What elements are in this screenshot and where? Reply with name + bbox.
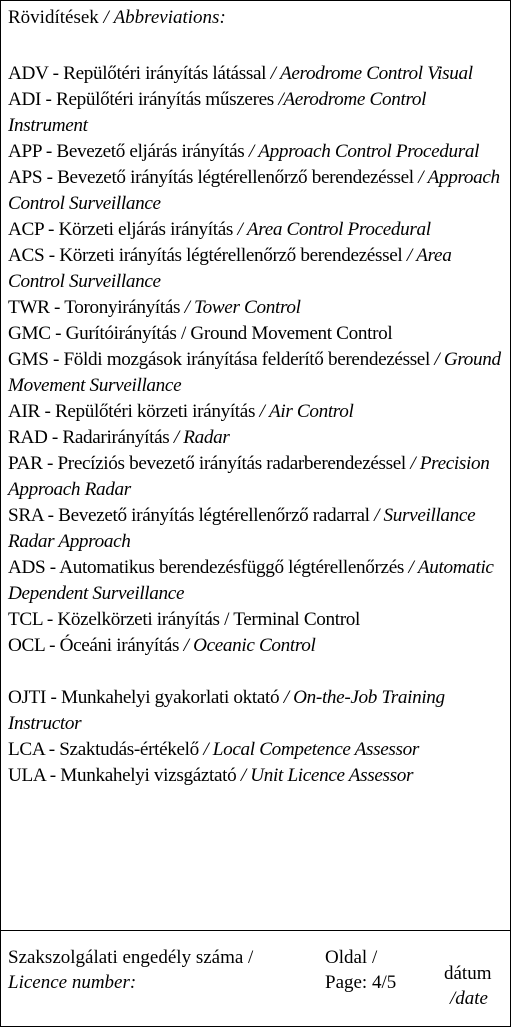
- date-field: [444, 961, 492, 1011]
- abbreviation-list-roles: [8, 685, 506, 789]
- abbreviations-heading: Rövidítések / Abbreviations:: [8, 7, 226, 28]
- page-indicator: [325, 945, 396, 995]
- heading-hu: Rövidítések: [8, 7, 99, 28]
- abbreviation-entry: AIR - Repülőtéri körzeti irányítás / Air Control: [8, 401, 354, 422]
- page-label-hu: Oldal /: [325, 947, 378, 968]
- abbreviation-entry: ULA - Munkahelyi vizsgáztató / Unit Licence Assessor: [8, 765, 414, 786]
- heading-en: Abbreviations:: [113, 7, 226, 28]
- abbreviation-entry: OJTI - Munkahelyi gyakorlati oktató / On-the-Job Training Instructor: [8, 687, 445, 734]
- abbreviation-entry: ACP - Körzeti eljárás irányítás / Area Control Procedural: [8, 219, 431, 240]
- abbreviation-entry: ADV - Repülőtéri irányítás látással / Aerodrome Control Visual: [8, 63, 473, 84]
- abbreviation-entry: ACS - Körzeti irányítás légtérellenőrző berendezéssel / Area Control Surveillance: [8, 245, 452, 292]
- abbreviation-entry: APS - Bevezető irányítás légtérellenőrző berendezéssel / Approach Control Surveillance: [8, 167, 500, 214]
- licence-label-en: Licence number:: [8, 972, 137, 993]
- abbreviation-entry: PAR - Precíziós bevezető irányítás radarberendezéssel / Precision Approach Radar: [8, 453, 490, 500]
- licence-label-hu: Szakszolgálati engedély száma /: [8, 947, 254, 968]
- abbreviation-entry: OCL - Óceáni irányítás / Oceanic Control: [8, 635, 316, 656]
- abbreviation-entry: APP - Bevezető eljárás irányítás / Approach Control Procedural: [8, 141, 480, 162]
- document-footer: [0, 930, 511, 1028]
- abbreviation-entry: SRA - Bevezető irányítás légtérellenőrző radarral / Surveillance Radar Approach: [8, 505, 476, 552]
- abbreviation-entry: RAD - Radarirányítás / Radar: [8, 427, 230, 448]
- abbreviation-entry: ADI - Repülőtéri irányítás műszeres /Aerodrome Control Instrument: [8, 89, 427, 136]
- abbreviation-entry: ADS - Automatikus berendezésfüggő légtérellenőrzés / Automatic Dependent Surveillance: [8, 557, 494, 604]
- date-label-en: /date: [450, 988, 488, 1009]
- abbreviation-list-main: [8, 61, 506, 659]
- abbreviation-entry: GMC - Gurítóirányítás / Ground Movement Control: [8, 323, 393, 344]
- licence-number-field: [8, 945, 253, 995]
- date-label-hu: dátum: [444, 963, 492, 984]
- abbreviation-entry: TCL - Közelkörzeti irányítás / Terminal Control: [8, 609, 361, 630]
- page-number: Page: 4/5: [325, 972, 397, 993]
- abbreviations-section: [8, 7, 506, 789]
- abbreviation-entry: LCA - Szaktudás-értékelő / Local Competence Assessor: [8, 739, 419, 760]
- abbreviation-entry: GMS - Földi mozgások irányítása felderítő berendezéssel / Ground Movement Surveillance: [8, 349, 501, 396]
- abbreviation-entry: TWR - Toronyirányítás / Tower Control: [8, 297, 301, 318]
